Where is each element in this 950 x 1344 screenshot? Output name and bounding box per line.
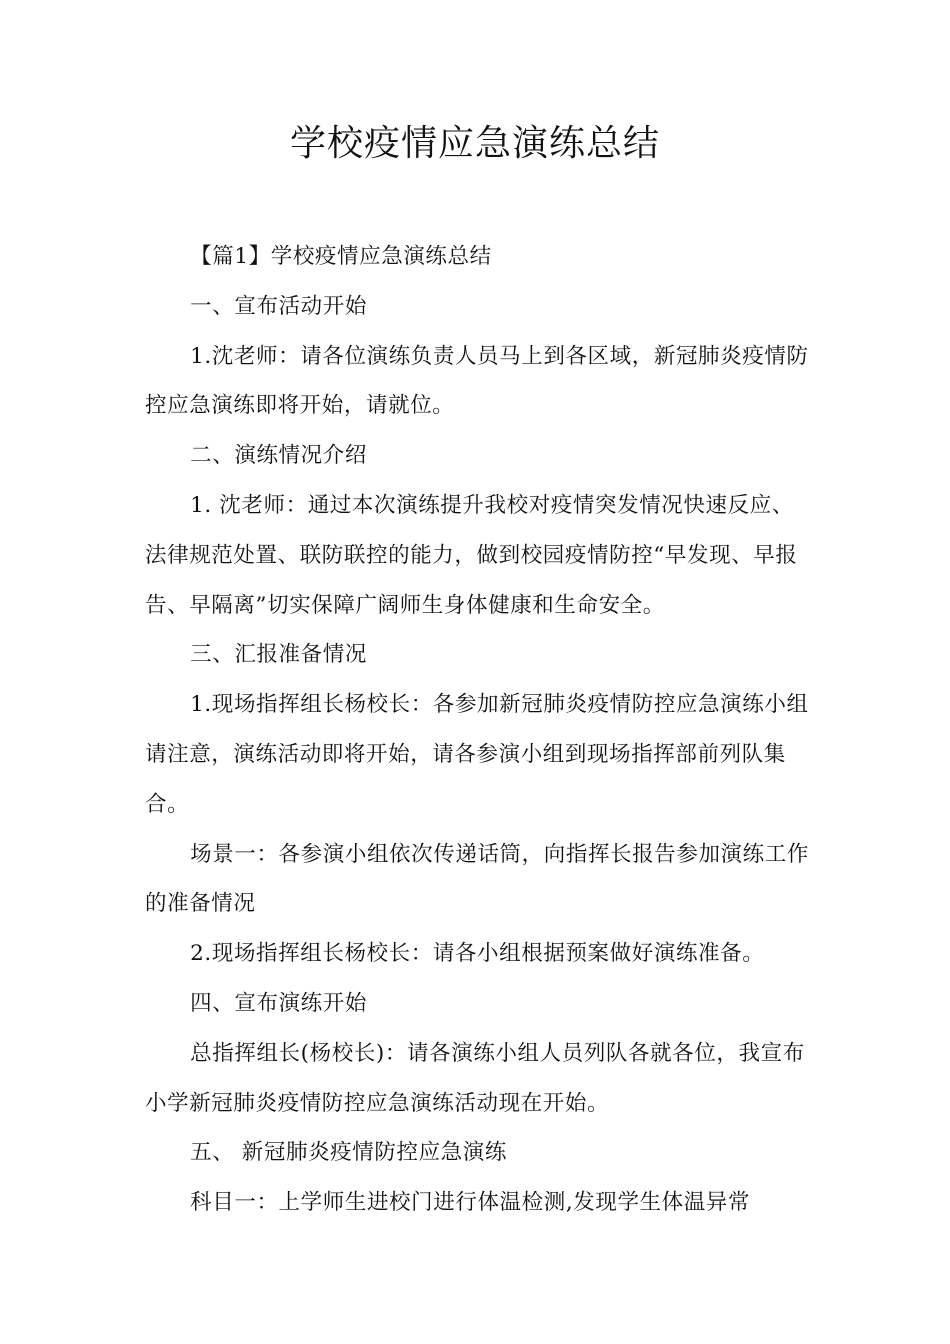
- paragraph-step-2-heading: 二、演练情况介绍: [190, 443, 367, 469]
- paragraph-step-5-heading: 五、 新冠肺炎疫情防控应急演练: [190, 1140, 507, 1166]
- paragraph-scene-1: 场景一：各参演小组依次传递话筒，向指挥长报告参加演练工作的准备情况: [145, 841, 809, 917]
- paragraph-step-1-heading: 一、宣布活动开始: [190, 293, 367, 319]
- document-title: 学校疫情应急演练总结: [289, 123, 660, 164]
- paragraph-step-3-text-2: 2.现场指挥组长杨校长：请各小组根据预案做好演练准备。: [190, 941, 765, 967]
- document-body: [145, 232, 810, 1228]
- paragraph-step-4-text: 总指挥组长(杨校长)：请各演练小组人员列队各就各位，我宣布小学新冠肺炎疫情防控应急演练活动现在开始。: [145, 1040, 805, 1116]
- paragraph-step-4-heading: 四、宣布演练开始: [190, 990, 367, 1016]
- paragraph-heading-section: 【篇1】学校疫情应急演练总结: [190, 244, 492, 269]
- paragraph-subject-1: 科目一：上学师生进校门进行体温检测,发现学生体温异常: [190, 1190, 751, 1216]
- paragraph-step-1-text: 1.沈老师：请各位演练负责人员马上到各区域，新冠肺炎疫情防控应急演练即将开始，请就位。: [145, 343, 809, 419]
- paragraph-step-3-text: 1.现场指挥组长杨校长：各参加新冠肺炎疫情防控应急演练小组请注意，演练活动即将开始，请各参演小组到现场指挥部前列队集合。: [145, 692, 809, 817]
- paragraph-step-3-heading: 三、汇报准备情况: [190, 642, 367, 668]
- paragraph-step-2-text: 1. 沈老师：通过本次演练提升我校对疫情突发情况快速反应、法律规范处置、联防联控的能力，做到校园疫情防控“早发现、早报告、早隔离”切实保障广阔师生身体健康和生命安全。: [145, 492, 798, 618]
